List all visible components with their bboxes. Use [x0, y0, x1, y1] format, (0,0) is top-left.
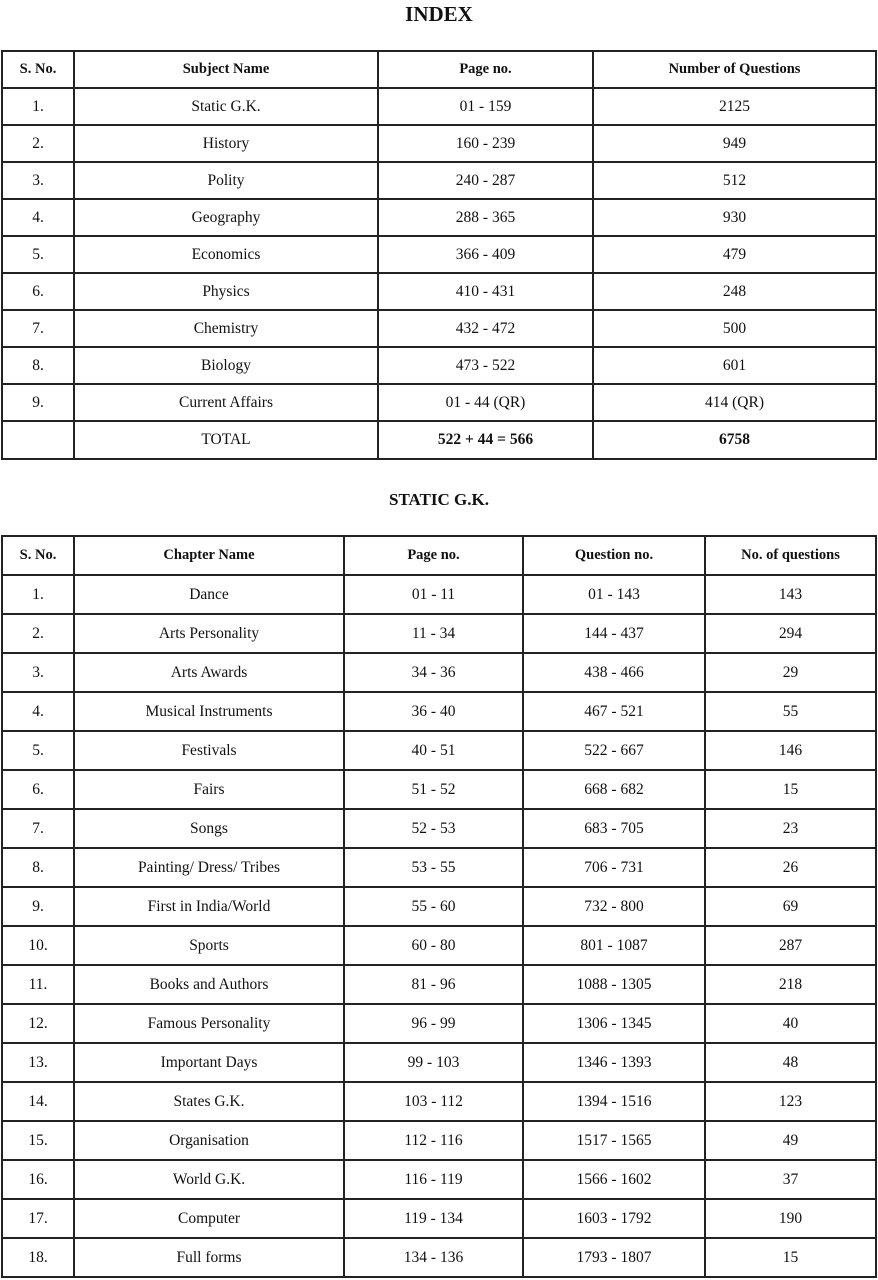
cell-question-no: 1306 - 1345	[523, 1004, 705, 1043]
cell-page-no: 112 - 116	[344, 1121, 523, 1160]
cell-number-of-questions: 512	[593, 162, 876, 199]
cell-sno: 11.	[2, 965, 74, 1004]
cell-chapter-name: States G.K.	[74, 1082, 344, 1121]
cell-page-no: 01 - 44 (QR)	[378, 384, 593, 421]
cell-no-of-questions: 15	[705, 770, 876, 809]
cell-chapter-name: Arts Awards	[74, 653, 344, 692]
cell-chapter-name: Famous Personality	[74, 1004, 344, 1043]
table-row	[2, 1160, 876, 1199]
cell-sno: 10.	[2, 926, 74, 965]
cell-sno: 5.	[2, 236, 74, 273]
cell-no-of-questions: 69	[705, 887, 876, 926]
index-table	[1, 50, 877, 460]
cell-no-of-questions: 37	[705, 1160, 876, 1199]
cell-chapter-name: Songs	[74, 809, 344, 848]
cell-total-questions: 6758	[593, 421, 876, 459]
table-row	[2, 273, 876, 310]
cell-subject-name: Polity	[74, 162, 378, 199]
cell-chapter-name: Painting/ Dress/ Tribes	[74, 848, 344, 887]
cell-sno: 3.	[2, 653, 74, 692]
table-row	[2, 88, 876, 125]
table-row	[2, 809, 876, 848]
table-row	[2, 926, 876, 965]
cell-chapter-name: Important Days	[74, 1043, 344, 1082]
cell-number-of-questions: 479	[593, 236, 876, 273]
cell-question-no: 01 - 143	[523, 575, 705, 614]
cell-no-of-questions: 287	[705, 926, 876, 965]
total-row	[2, 421, 876, 459]
cell-question-no: 683 - 705	[523, 809, 705, 848]
cell-no-of-questions: 218	[705, 965, 876, 1004]
cell-no-of-questions: 143	[705, 575, 876, 614]
cell-subject-name: Current Affairs	[74, 384, 378, 421]
cell-chapter-name: Fairs	[74, 770, 344, 809]
cell-no-of-questions: 146	[705, 731, 876, 770]
table-row	[2, 653, 876, 692]
cell-chapter-name: Full forms	[74, 1238, 344, 1277]
header-question-no: Question no.	[523, 536, 705, 575]
cell-sno: 9.	[2, 384, 74, 421]
cell-number-of-questions: 949	[593, 125, 876, 162]
cell-question-no: 522 - 667	[523, 731, 705, 770]
cell-question-no: 467 - 521	[523, 692, 705, 731]
cell-page-no: 119 - 134	[344, 1199, 523, 1238]
cell-question-no: 1603 - 1792	[523, 1199, 705, 1238]
gk-header-row	[2, 536, 876, 575]
header-page-no: Page no.	[378, 51, 593, 88]
cell-page-no: 288 - 365	[378, 199, 593, 236]
cell-total-label: TOTAL	[74, 421, 378, 459]
cell-sno: 7.	[2, 809, 74, 848]
table-row	[2, 384, 876, 421]
cell-sno: 8.	[2, 848, 74, 887]
cell-page-no: 432 - 472	[378, 310, 593, 347]
cell-no-of-questions: 29	[705, 653, 876, 692]
cell-page-no: 52 - 53	[344, 809, 523, 848]
cell-page-no: 96 - 99	[344, 1004, 523, 1043]
cell-page-no: 81 - 96	[344, 965, 523, 1004]
cell-sno: 4.	[2, 199, 74, 236]
header-page-no: Page no.	[344, 536, 523, 575]
cell-page-no: 134 - 136	[344, 1238, 523, 1277]
cell-page-no: 55 - 60	[344, 887, 523, 926]
cell-chapter-name: Dance	[74, 575, 344, 614]
cell-subject-name: Economics	[74, 236, 378, 273]
cell-no-of-questions: 49	[705, 1121, 876, 1160]
cell-sno: 12.	[2, 1004, 74, 1043]
table-row	[2, 848, 876, 887]
cell-page-no: 53 - 55	[344, 848, 523, 887]
table-row	[2, 731, 876, 770]
cell-no-of-questions: 48	[705, 1043, 876, 1082]
cell-page-no: 410 - 431	[378, 273, 593, 310]
table-row	[2, 236, 876, 273]
cell-chapter-name: Computer	[74, 1199, 344, 1238]
cell-sno: 14.	[2, 1082, 74, 1121]
cell-page-no: 01 - 11	[344, 575, 523, 614]
header-sno: S. No.	[2, 536, 74, 575]
cell-no-of-questions: 190	[705, 1199, 876, 1238]
cell-sno: 2.	[2, 614, 74, 653]
cell-page-no: 34 - 36	[344, 653, 523, 692]
cell-sno: 18.	[2, 1238, 74, 1277]
index-title: INDEX	[405, 2, 473, 26]
table-row	[2, 1082, 876, 1121]
table-row	[2, 887, 876, 926]
table-row	[2, 575, 876, 614]
cell-question-no: 706 - 731	[523, 848, 705, 887]
table-row	[2, 162, 876, 199]
cell-question-no: 144 - 437	[523, 614, 705, 653]
header-sno: S. No.	[2, 51, 74, 88]
cell-sno	[2, 421, 74, 459]
cell-sno: 13.	[2, 1043, 74, 1082]
cell-question-no: 732 - 800	[523, 887, 705, 926]
cell-sno: 8.	[2, 347, 74, 384]
cell-sno: 3.	[2, 162, 74, 199]
cell-question-no: 1517 - 1565	[523, 1121, 705, 1160]
header-subject-name: Subject Name	[74, 51, 378, 88]
cell-question-no: 1346 - 1393	[523, 1043, 705, 1082]
table-row	[2, 965, 876, 1004]
cell-number-of-questions: 248	[593, 273, 876, 310]
cell-number-of-questions: 2125	[593, 88, 876, 125]
cell-subject-name: Chemistry	[74, 310, 378, 347]
cell-page-no: 01 - 159	[378, 88, 593, 125]
cell-sno: 1.	[2, 575, 74, 614]
cell-sno: 1.	[2, 88, 74, 125]
static-gk-title: STATIC G.K.	[389, 490, 489, 509]
cell-question-no: 1088 - 1305	[523, 965, 705, 1004]
cell-question-no: 801 - 1087	[523, 926, 705, 965]
header-chapter-name: Chapter Name	[74, 536, 344, 575]
cell-no-of-questions: 55	[705, 692, 876, 731]
cell-sno: 6.	[2, 273, 74, 310]
cell-sno: 15.	[2, 1121, 74, 1160]
table-row	[2, 1121, 876, 1160]
cell-question-no: 1793 - 1807	[523, 1238, 705, 1277]
header-number-of-questions: Number of Questions	[593, 51, 876, 88]
cell-number-of-questions: 500	[593, 310, 876, 347]
cell-page-no: 366 - 409	[378, 236, 593, 273]
cell-question-no: 1394 - 1516	[523, 1082, 705, 1121]
cell-chapter-name: Musical Instruments	[74, 692, 344, 731]
cell-chapter-name: Festivals	[74, 731, 344, 770]
cell-sno: 6.	[2, 770, 74, 809]
cell-subject-name: Physics	[74, 273, 378, 310]
cell-total-pages: 522 + 44 = 566	[378, 421, 593, 459]
cell-chapter-name: Arts Personality	[74, 614, 344, 653]
cell-question-no: 668 - 682	[523, 770, 705, 809]
header-no-of-questions: No. of questions	[705, 536, 876, 575]
cell-no-of-questions: 294	[705, 614, 876, 653]
cell-sno: 17.	[2, 1199, 74, 1238]
cell-chapter-name: Books and Authors	[74, 965, 344, 1004]
cell-question-no: 1566 - 1602	[523, 1160, 705, 1199]
cell-question-no: 438 - 466	[523, 653, 705, 692]
cell-subject-name: History	[74, 125, 378, 162]
cell-chapter-name: Organisation	[74, 1121, 344, 1160]
cell-subject-name: Static G.K.	[74, 88, 378, 125]
table-row	[2, 310, 876, 347]
table-row	[2, 1043, 876, 1082]
table-row	[2, 692, 876, 731]
cell-number-of-questions: 930	[593, 199, 876, 236]
table-row	[2, 347, 876, 384]
table-row	[2, 770, 876, 809]
table-row	[2, 614, 876, 653]
cell-no-of-questions: 123	[705, 1082, 876, 1121]
cell-sno: 2.	[2, 125, 74, 162]
table-row	[2, 199, 876, 236]
cell-sno: 16.	[2, 1160, 74, 1199]
cell-sno: 7.	[2, 310, 74, 347]
cell-page-no: 36 - 40	[344, 692, 523, 731]
cell-subject-name: Geography	[74, 199, 378, 236]
cell-page-no: 473 - 522	[378, 347, 593, 384]
static-gk-table	[1, 535, 877, 1278]
cell-page-no: 116 - 119	[344, 1160, 523, 1199]
cell-page-no: 60 - 80	[344, 926, 523, 965]
cell-sno: 5.	[2, 731, 74, 770]
cell-page-no: 11 - 34	[344, 614, 523, 653]
cell-no-of-questions: 40	[705, 1004, 876, 1043]
cell-sno: 9.	[2, 887, 74, 926]
cell-page-no: 240 - 287	[378, 162, 593, 199]
cell-no-of-questions: 23	[705, 809, 876, 848]
cell-page-no: 51 - 52	[344, 770, 523, 809]
cell-page-no: 40 - 51	[344, 731, 523, 770]
cell-number-of-questions: 414 (QR)	[593, 384, 876, 421]
cell-number-of-questions: 601	[593, 347, 876, 384]
cell-sno: 4.	[2, 692, 74, 731]
table-row	[2, 1199, 876, 1238]
table-row	[2, 1238, 876, 1277]
cell-chapter-name: World G.K.	[74, 1160, 344, 1199]
cell-page-no: 103 - 112	[344, 1082, 523, 1121]
cell-page-no: 160 - 239	[378, 125, 593, 162]
cell-chapter-name: Sports	[74, 926, 344, 965]
cell-no-of-questions: 15	[705, 1238, 876, 1277]
table-row	[2, 125, 876, 162]
index-header-row	[2, 51, 876, 88]
table-row	[2, 1004, 876, 1043]
cell-page-no: 99 - 103	[344, 1043, 523, 1082]
cell-chapter-name: First in India/World	[74, 887, 344, 926]
cell-subject-name: Biology	[74, 347, 378, 384]
cell-no-of-questions: 26	[705, 848, 876, 887]
